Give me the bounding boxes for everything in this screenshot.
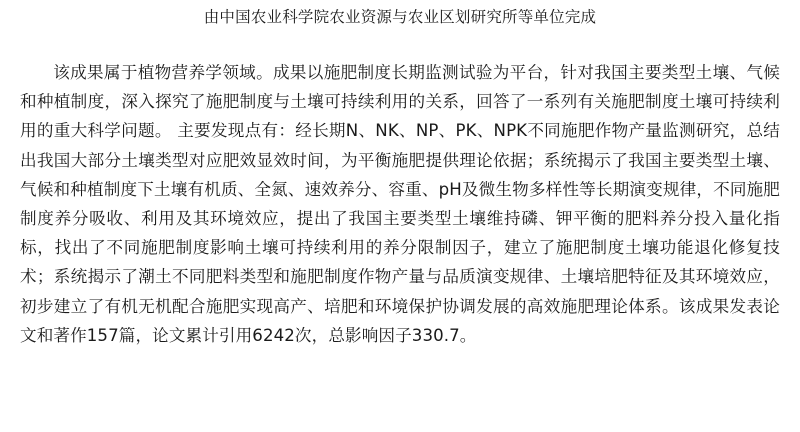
document-paragraph: 该成果属于植物营养学领域。成果以施肥制度长期监测试验为平台，针对我国主要类型土壤、气候和种植制度，深入探究了施肥制度与土壤可持续利用的关系，回答了一系列有关施肥制度土壤可持续利用的重大科学问题。 主要发现点有：经长期N、NK、NP、PK、NPK不同施肥作物产量监测研究，总结出我国大部分土壤类型对应肥效显效时间，为平衡施肥提供理论依据；系统揭示了我国主要类型土壤、气候和种植制度下土壤有机质、全氮、速效养分、容重、pH及微生物多样性等长期演变规律，不同施肥制度养分吸收、利用及其环境效应，提出了我国主要类型土壤维持磷、钾平衡的肥料养分投入量化指标，找出了不同施肥制度影响土壤可持续利用的养分限制因子，建立了施肥制度土壤功能退化修复技术；系统揭示了潮土不同肥料类型和施肥制度作物产量与品质演变规律、土壤培肥特征及其环境效应，初步建立了有机无机配合施肥实现高产、培肥和环境保护协调发展的高效施肥理论体系。该成果发表论文和著作157篇，论文累计引用6242次，总影响因子330.7。 [20, 63, 780, 345]
document-heading: 由中国农业科学院农业资源与农业区划研究所等单位完成 [203, 8, 597, 26]
